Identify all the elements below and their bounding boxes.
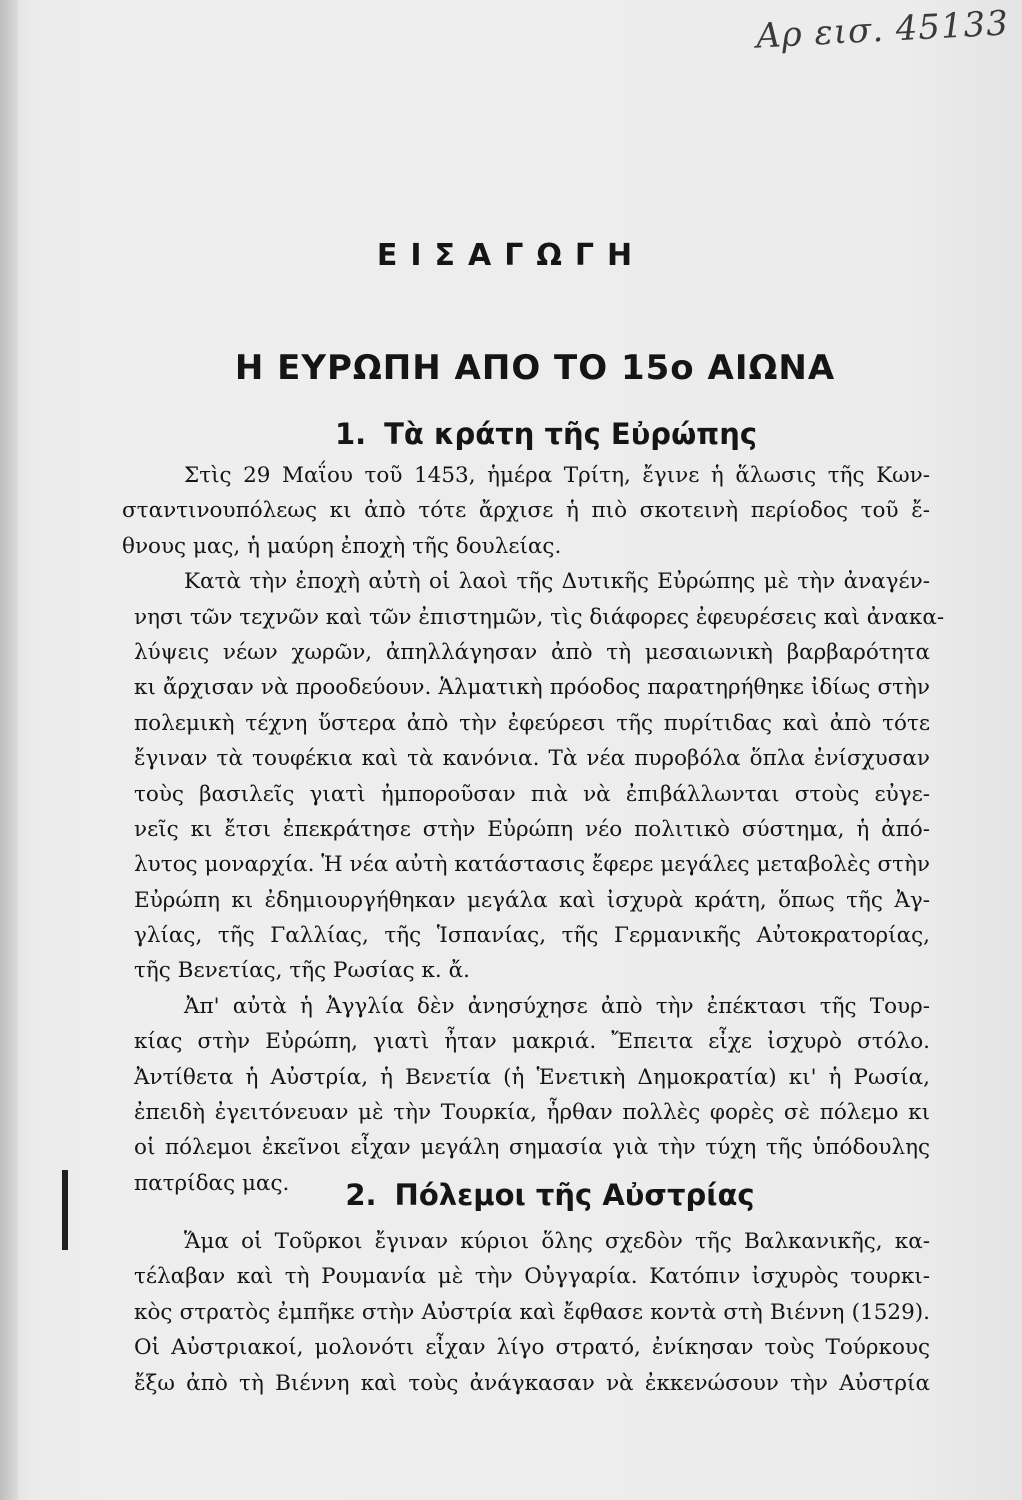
section-1-text <box>122 458 945 1201</box>
text-line: κι ἄρχισαν νὰ προοδεύουν. Ἁλματικὴ πρόοδος παρατηρήθηκε ἰδίως στὴν <box>134 675 930 701</box>
text-line: ἔγιναν τὰ τουφέκια καὶ τὰ κανόνια. Τὰ νέα πυροβόλα ὅπλα ἐνίσχυσαν <box>134 746 930 772</box>
text-line: κὸς στρατὸς ἐμπῆκε στὴν Αὐστρία καὶ ἔφθασε κοντὰ στὴ Βιέννη (1529). <box>134 1299 930 1325</box>
chapter-subtitle: Η ΕΥΡΩΠΗ ΑΠΟ ΤΟ 15ο ΑΙΩΝΑ <box>234 348 836 388</box>
text-line: πατρίδας μας. <box>134 1170 290 1196</box>
text-line: Ἅμα οἱ Τοῦρκοι ἔγιναν κύριοι ὅλης σχεδὸν τῆς Βαλκανικῆς, κα- <box>184 1229 930 1254</box>
text-line: θνους μας, ἡ μαύρη ἐποχὴ τῆς δουλείας. <box>122 533 562 559</box>
section-2-text <box>134 1224 930 1401</box>
text-line: Στὶς 29 Μαΐου τοῦ 1453, ἡμέρα Τρίτη, ἔγινε ἡ ἅλωσις τῆς Κων- <box>184 463 930 488</box>
text-line: γλίας, τῆς Γαλλίας, τῆς Ἱσπανίας, τῆς Γερμανικῆς Αὐτοκρατορίας, <box>134 923 930 949</box>
text-line: τῆς Βενετίας, τῆς Ρωσίας κ. ἄ. <box>134 958 470 984</box>
text-line: Εὐρώπη κι ἐδημιουργήθηκαν μεγάλα καὶ ἰσχυρὰ κράτη, ὅπως τῆς Ἀγ- <box>134 887 930 913</box>
text-line: τοὺς βασιλεῖς γιατὶ ἠμποροῦσαν πιὰ νὰ ἐπιβάλλωνται στοὺς εὐγε- <box>134 781 930 807</box>
section-2-title <box>0 1178 1022 1212</box>
text-line: κίας στὴν Εὐρώπη, γιατὶ ἦταν μακριά. Ἔπειτα εἶχε ἰσχυρὸ στόλο. <box>134 1029 930 1055</box>
text-line: Κατὰ τὴν ἐποχὴ αὐτὴ οἱ λαοὶ τῆς Δυτικῆς Εὐρώπης μὲ τὴν ἀναγέν- <box>184 569 930 595</box>
page-gutter-shadow <box>0 0 18 1500</box>
section-2-title-text: Πόλεμοι τῆς Αὐστρίας <box>394 1178 755 1212</box>
section-2-number: 2. <box>345 1178 377 1212</box>
text-line: Ἀπ' αὐτὰ ἡ Ἀγγλία δὲν ἀνησύχησε ἀπὸ τὴν ἐπέκτασι τῆς Τουρ- <box>184 993 930 1019</box>
inventory-number-handwritten: Αρ εισ. 45133 <box>755 3 1010 57</box>
section-1-title-text: Τὰ κράτη τῆς Εὐρώπης <box>384 417 758 451</box>
text-line: Ἀντίθετα ἡ Αὐστρία, ἡ Βενετία (ἡ Ἑνετικὴ Δημοκρατία) κι' ἡ Ρωσία, <box>134 1064 930 1090</box>
chapter-heading: ΕΙΣΑΓΩΓΗ <box>376 238 646 273</box>
text-line: λύψεις νέων χωρῶν, ἀπηλλάγησαν ἀπὸ τὴ μεσαιωνικὴ βαρβαρότητα <box>134 639 930 665</box>
text-line: τέλαβαν καὶ τὴ Ρουμανία μὲ τὴν Οὐγγαρία. Κατόπιν ἰσχυρὸς τουρκι- <box>134 1264 930 1290</box>
section-1-number: 1. <box>334 417 367 451</box>
text-line: ἐπειδὴ ἐγειτόνευαν μὲ τὴν Τουρκία, ἦρθαν πολλὲς φορὲς σὲ πόλεμο κι <box>134 1100 930 1126</box>
text-line: λυτος μοναρχία. Ἡ νέα αὐτὴ κατάστασις ἔφερε μεγάλες μεταβολὲς στὴν <box>134 852 930 878</box>
text-line: νησι τῶν τεχνῶν καὶ τῶν ἐπιστημῶν, τὶς διάφορες ἐφευρέσεις καὶ ἀνακα- <box>134 604 945 630</box>
text-line: σταντινουπόλεως κι ἀπὸ τότε ἄρχισε ἡ πιὸ σκοτεινὴ περίοδος τοῦ ἔ- <box>122 498 930 524</box>
text-line: ἔξω ἀπὸ τὴ Βιέννη καὶ τοὺς ἀνάγκασαν νὰ ἐκκενώσουν τὴν Αὐστρία <box>134 1370 930 1396</box>
text-line: Οἱ Αὐστριακοί, μολονότι εἶχαν λίγο στρατό, ἐνίκησαν τοὺς Τούρκους <box>134 1335 930 1361</box>
text-line: οἱ πόλεμοι ἐκεῖνοι εἶχαν μεγάλη σημασία γιὰ τὴν τύχη τῆς ὑπόδουλης <box>134 1135 930 1161</box>
text-line: νεῖς κι ἔτσι ἐπεκράτησε στὴν Εὐρώπη νέο πολιτικὸ σύστημα, ἡ ἀπό- <box>134 816 930 842</box>
text-line: πολεμικὴ τέχνη ὕστερα ἀπὸ τὴν ἐφεύρεσι τῆς πυρίτιδας καὶ ἀπὸ τότε <box>134 710 930 736</box>
section-1-title <box>0 417 1022 451</box>
